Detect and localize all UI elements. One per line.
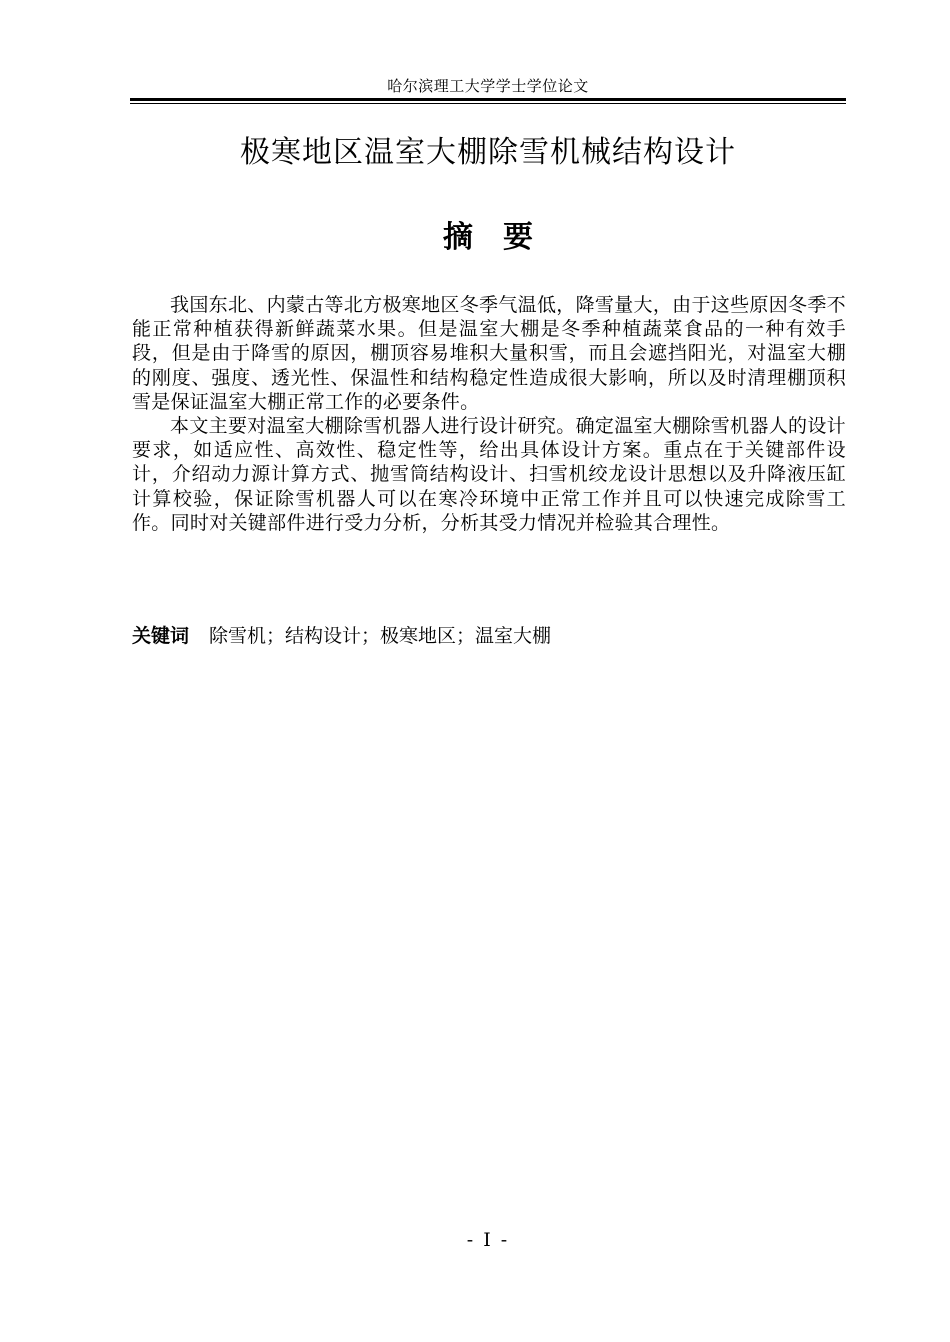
abstract-paragraph-2: 本文主要对温室大棚除雪机器人进行设计研究。确定温室大棚除雪机器人的设计要求，如适应性、高效性、稳定性等，给出具体设计方案。重点在于关键部件设计，介绍动力源计算方式、抛雪筒结构设计、扫雪机绞龙设计思想以及升降液压缸计算校验，保证除雪机器人可以在寒冷环境中正常工作并且可以快速完成除雪工作。同时对关键部件进行受力分析，分析其受力情况并检验其合理性。 bbox=[132, 415, 846, 534]
running-header: 哈尔滨理工大学学士学位论文 bbox=[387, 77, 589, 95]
abstract-heading: 摘要 bbox=[443, 220, 563, 255]
abstract-paragraph-1: 我国东北、内蒙古等北方极寒地区冬季气温低，降雪量大，由于这些原因冬季不能正常种植获得新鲜蔬菜水果。但是温室大棚是冬季种植蔬菜食品的一种有效手段，但是由于降雪的原因，棚顶容易堆积大量积雪，而且会遮挡阳光，对温室大棚的刚度、强度、透光性、保温性和结构稳定性造成很大影响，所以及时清理棚顶积雪是保证温室大棚正常工作的必要条件。 bbox=[132, 294, 846, 413]
document-title: 极寒地区温室大棚除雪机械结构设计 bbox=[240, 135, 736, 170]
page-number: - I - bbox=[466, 1229, 510, 1251]
keywords-line bbox=[132, 624, 846, 648]
header-rule-thick bbox=[130, 98, 846, 101]
abstract-body bbox=[132, 293, 846, 535]
header-rule-thin bbox=[130, 103, 846, 104]
keywords-label: 关键词 bbox=[132, 625, 190, 647]
keywords-value: 除雪机；结构设计；极寒地区；温室大棚 bbox=[209, 625, 552, 647]
